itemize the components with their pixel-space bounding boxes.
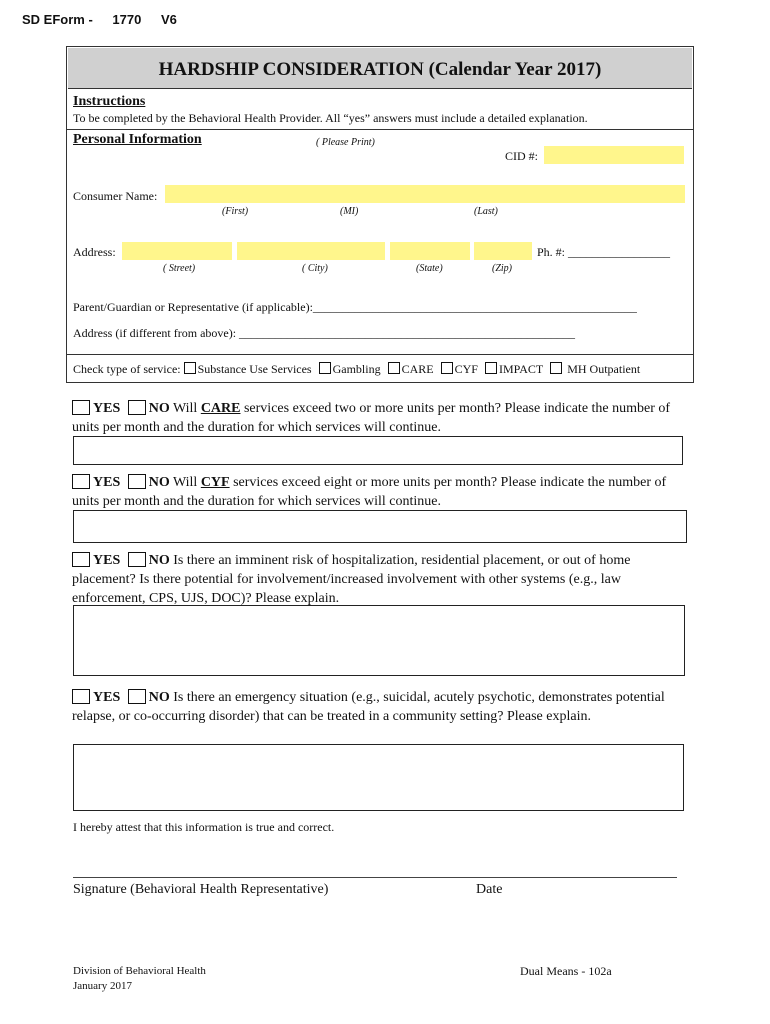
- checkbox[interactable]: [550, 362, 562, 374]
- form-id: [22, 12, 193, 27]
- instructions-text: To be completed by the Behavioral Health Provider. All “yes” answers must include a detailed explanation.: [73, 111, 588, 125]
- question-4: YES NO Is there an emergency situation (e.g., suicidal, acutely psychotic, demonstrates potential relapse, or co-occurring disorder) that can be treated in a community setting? Please explain.: [72, 690, 665, 724]
- cid-input[interactable]: [544, 146, 684, 164]
- consumer-name-label: Consumer Name:: [73, 189, 158, 203]
- city-input[interactable]: [237, 242, 385, 260]
- form-version: V6: [160, 12, 177, 27]
- no-label: NO: [148, 401, 170, 416]
- yes-label: YES: [93, 401, 121, 416]
- consumer-name-input[interactable]: [165, 185, 685, 203]
- footer-form-code: Dual Means - 102a: [520, 964, 612, 978]
- footer-date: January 2017: [73, 980, 132, 992]
- form-number: 1770: [112, 12, 142, 27]
- no-label: NO: [148, 553, 170, 568]
- cid-label: CID #:: [505, 149, 538, 163]
- service-option-mh-outpatient[interactable]: MH Outpatient: [550, 362, 640, 377]
- street-caption: ( Street): [163, 263, 196, 274]
- footer-left: [73, 964, 206, 994]
- signature-line[interactable]: [73, 877, 677, 878]
- yes-checkbox[interactable]: [72, 400, 90, 415]
- no-checkbox[interactable]: [128, 552, 146, 567]
- instructions-heading: Instructions: [73, 94, 146, 109]
- personal-info-heading: Personal Information: [73, 132, 202, 147]
- service-option-cyf[interactable]: CYF: [441, 362, 478, 377]
- first-name-caption: (First): [222, 206, 249, 217]
- answer-box-4[interactable]: [73, 744, 684, 811]
- state-input[interactable]: [390, 242, 470, 260]
- service-option-care[interactable]: CARE: [388, 362, 434, 377]
- yes-checkbox[interactable]: [72, 689, 90, 704]
- question-keyword: CYF: [200, 475, 230, 490]
- question-2: YES NO Will CYF services exceed eight or more units per month? Please indicate the number of units per month and the duration for which services will continue.: [72, 475, 667, 509]
- checkbox[interactable]: [485, 362, 497, 374]
- answer-box-3[interactable]: [73, 605, 685, 676]
- checkbox[interactable]: [441, 362, 453, 374]
- divider: [66, 354, 694, 355]
- yes-label: YES: [93, 690, 121, 705]
- service-option-substance[interactable]: Substance Use Services: [184, 362, 312, 377]
- last-name-caption: (Last): [474, 206, 498, 217]
- service-type-label: Check type of service:: [73, 362, 181, 376]
- no-label: NO: [148, 475, 170, 490]
- footer-org: Division of Behavioral Health: [73, 965, 206, 977]
- yes-label: YES: [93, 475, 121, 490]
- yes-checkbox[interactable]: [72, 552, 90, 567]
- phone-label: Ph. #: _________________: [537, 245, 671, 259]
- guardian-label: Parent/Guardian or Representative (if applicable):______________________________________________________: [73, 300, 637, 314]
- alt-address-label: Address (if different from above): ________________________________________________________: [73, 326, 576, 340]
- street-input[interactable]: [122, 242, 232, 260]
- state-caption: (State): [416, 263, 443, 274]
- question-1: YES NO Will CARE services exceed two or more units per month? Please indicate the number of units per month and the duration for which services will continue.: [72, 401, 671, 435]
- zip-input[interactable]: [474, 242, 532, 260]
- no-checkbox[interactable]: [128, 400, 146, 415]
- no-label: NO: [148, 690, 170, 705]
- signature-label: Signature (Behavioral Health Representative): [73, 882, 329, 897]
- service-option-impact[interactable]: IMPACT: [485, 362, 543, 377]
- no-checkbox[interactable]: [128, 689, 146, 704]
- checkbox[interactable]: [388, 362, 400, 374]
- question-3: YES NO Is there an imminent risk of hospitalization, residential placement, or out of home placement? Is there potential for involvement/increased involvement with other systems (e.g., law enforcement, CPS, UJS, DOC)? Please explain.: [72, 553, 631, 606]
- checkbox[interactable]: [184, 362, 196, 374]
- please-print-note: ( Please Print): [316, 137, 375, 148]
- no-checkbox[interactable]: [128, 474, 146, 489]
- answer-box-2[interactable]: [73, 510, 687, 543]
- date-label: Date: [476, 882, 503, 897]
- answer-box-1[interactable]: [73, 436, 683, 465]
- page-title: HARDSHIP CONSIDERATION (Calendar Year 2017): [158, 59, 602, 80]
- checkbox[interactable]: [319, 362, 331, 374]
- form-name: SD EForm -: [22, 12, 93, 27]
- city-caption: ( City): [302, 263, 328, 274]
- attestation-text: I hereby attest that this information is true and correct.: [73, 820, 335, 834]
- divider: [66, 129, 694, 130]
- yes-checkbox[interactable]: [72, 474, 90, 489]
- service-option-gambling[interactable]: Gambling: [319, 362, 381, 377]
- address-label: Address:: [73, 245, 116, 259]
- service-type-row: [73, 362, 644, 377]
- mi-caption: (MI): [340, 206, 359, 217]
- question-keyword: CARE: [200, 401, 241, 416]
- zip-caption: (Zip): [492, 263, 512, 274]
- yes-label: YES: [93, 553, 121, 568]
